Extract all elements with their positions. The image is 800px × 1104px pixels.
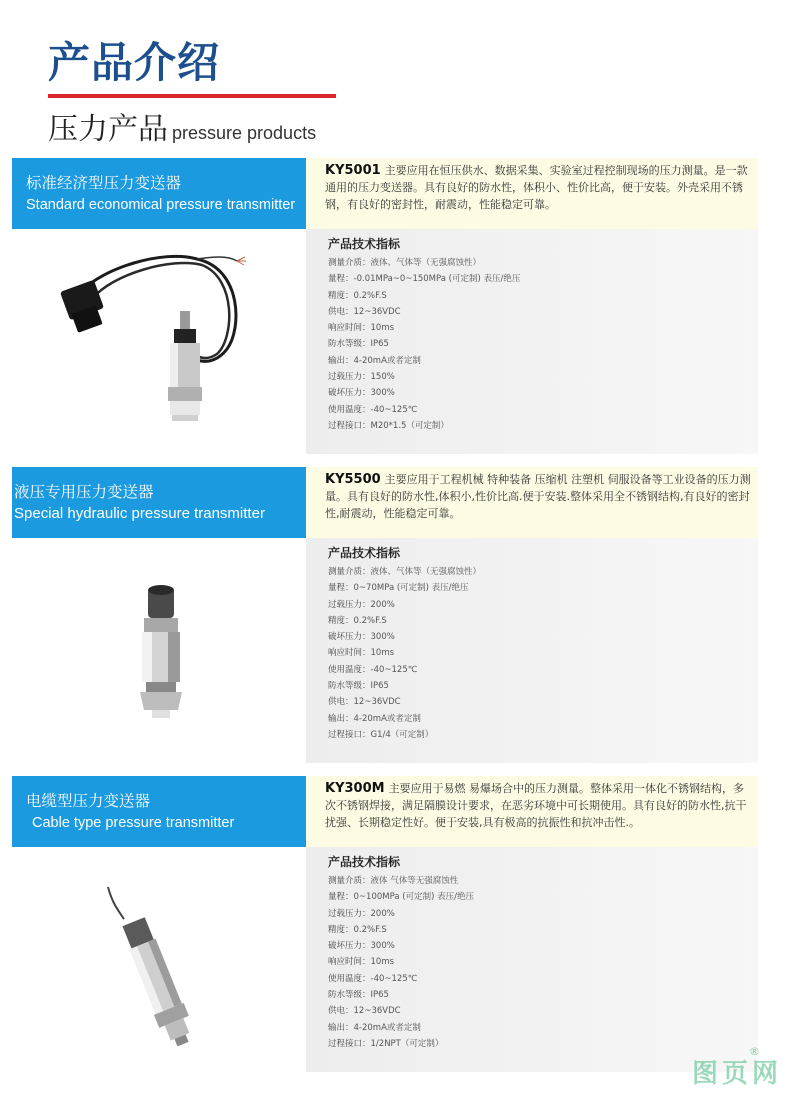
spec-row: 精度：0.2%F.S	[328, 290, 387, 301]
spec-row: 供电：12~36VDC	[328, 1006, 401, 1017]
product-name-zh: 液压专用压力变送器	[14, 482, 154, 501]
watermark-registered-mark: ®	[749, 1045, 760, 1058]
product-card-ky5001	[12, 158, 758, 454]
spec-row: 防水等级：IP65	[328, 681, 389, 692]
product-model: KY5500	[325, 472, 381, 487]
pressure-transmitter-image	[12, 229, 306, 454]
spec-heading: 产品技术指标	[328, 855, 401, 869]
spec-heading: 产品技术指标	[328, 546, 401, 560]
spec-row: 破坏压力：300%	[328, 941, 395, 952]
spec-row: 测量介质：液体、气体等（无强腐蚀性）	[328, 258, 482, 268]
product-description	[306, 158, 758, 229]
product-name-en: Special hydraulic pressure transmitter	[14, 504, 265, 522]
spec-row: 精度：0.2%F.S	[328, 615, 387, 626]
spec-row: 破坏压力：300%	[328, 388, 395, 399]
spec-row: 过程接口：1/2NPT（可定制）	[328, 1038, 444, 1049]
product-specs	[306, 847, 758, 1072]
spec-row: 过程接口：G1/4（可定制）	[328, 729, 434, 740]
spec-row: 响应时间：10ms	[328, 957, 395, 968]
spec-row: 输出：4-20mA或者定制	[328, 1022, 421, 1033]
spec-row: 使用温度：-40~125℃	[328, 973, 418, 984]
spec-row: 量程：-0.01MPa~0~150MPa (可定制) 表压/绝压	[328, 274, 521, 285]
product-photo	[12, 847, 306, 1072]
watermark-logo: 图页网	[691, 1059, 782, 1089]
product-card-ky300m	[12, 776, 758, 1072]
subtitle-en: pressure products	[172, 123, 317, 143]
spec-row: 测量介质：液体、气体等（无强腐蚀性）	[328, 567, 482, 577]
product-name-zh: 标准经济型压力变送器	[26, 173, 182, 192]
product-title-band	[12, 776, 306, 847]
product-description-text: 主要应用在恒压供水、数据采集、实验室过程控制现场的压力测量。是一款通用的压力变送器。具有良好的防水性，体积小、性价比高，便于安装。外壳采用不锈钢，有良好的密封性，耐震动，性能稳定可靠。	[325, 164, 748, 211]
spec-row: 量程：0~100MPa (可定制) 表压/绝压	[328, 892, 474, 903]
spec-row: 输出：4-20mA或者定制	[328, 355, 421, 366]
spec-row: 量程：0~70MPa (可定制) 表压/绝压	[328, 583, 469, 594]
product-name-en: Cable type pressure transmitter	[32, 814, 235, 831]
subtitle-zh: 压力产品	[48, 112, 168, 147]
spec-row: 过载压力：150%	[328, 372, 395, 383]
spec-row: 过程接口：M20*1.5（可定制）	[328, 420, 449, 431]
product-specs	[306, 229, 758, 454]
spec-row: 供电：12~36VDC	[328, 697, 401, 708]
product-model: KY300M	[325, 781, 385, 796]
product-specs	[306, 538, 758, 763]
section-subtitle	[48, 104, 317, 147]
title-divider	[48, 94, 336, 98]
product-name-en: Standard economical pressure transmitter	[26, 196, 296, 213]
spec-row: 使用温度：-40~125℃	[328, 664, 418, 675]
product-description	[306, 467, 758, 538]
product-card-ky5500	[12, 467, 758, 763]
spec-row: 测量介质：液体 气体等无强腐蚀性	[328, 876, 459, 886]
spec-row: 防水等级：IP65	[328, 339, 389, 350]
spec-row: 供电：12~36VDC	[328, 306, 401, 317]
page-title: 产品介绍	[48, 38, 221, 87]
product-photo	[12, 538, 306, 763]
spec-row: 响应时间：10ms	[328, 323, 395, 334]
spec-row: 过载压力：200%	[328, 599, 395, 610]
product-photo	[12, 229, 306, 454]
product-name-zh: 电缆型压力变送器	[26, 791, 151, 810]
spec-row: 精度：0.2%F.S	[328, 924, 387, 935]
hydraulic-transmitter-image	[12, 538, 306, 763]
product-description-text: 主要应用于工程机械 特种装备 压缩机 注塑机 伺服设备等工业设备的压力测量。具有良好的防水性,体积小,性价比高.便于安装.整体采用全不锈钢结构,有良好的密封性,耐震动，性能稳定可靠。	[325, 473, 751, 520]
spec-row: 使用温度：-40~125℃	[328, 404, 418, 415]
product-description	[306, 776, 758, 847]
product-description-text: 主要应用于易燃 易爆场合中的压力测量。整体采用一体化不锈钢结构，多次不锈钢焊接，满足隔膜设计要求，在恶劣环境中可长期使用。具有良好的防水性,抗干扰强、长期稳定性好。便于安装,具有极高的抗振性和抗冲击性.。	[325, 782, 747, 829]
spec-row: 响应时间：10ms	[328, 648, 395, 659]
spec-row: 防水等级：IP65	[328, 990, 389, 1001]
product-model: KY5001	[325, 163, 381, 178]
product-title-band	[12, 467, 306, 538]
spec-row: 破坏压力：300%	[328, 632, 395, 643]
cable-transmitter-image	[12, 847, 306, 1072]
product-title-band	[12, 158, 306, 229]
spec-row: 输出：4-20mA或者定制	[328, 713, 421, 724]
spec-row: 过载压力：200%	[328, 908, 395, 919]
spec-heading: 产品技术指标	[328, 237, 401, 251]
